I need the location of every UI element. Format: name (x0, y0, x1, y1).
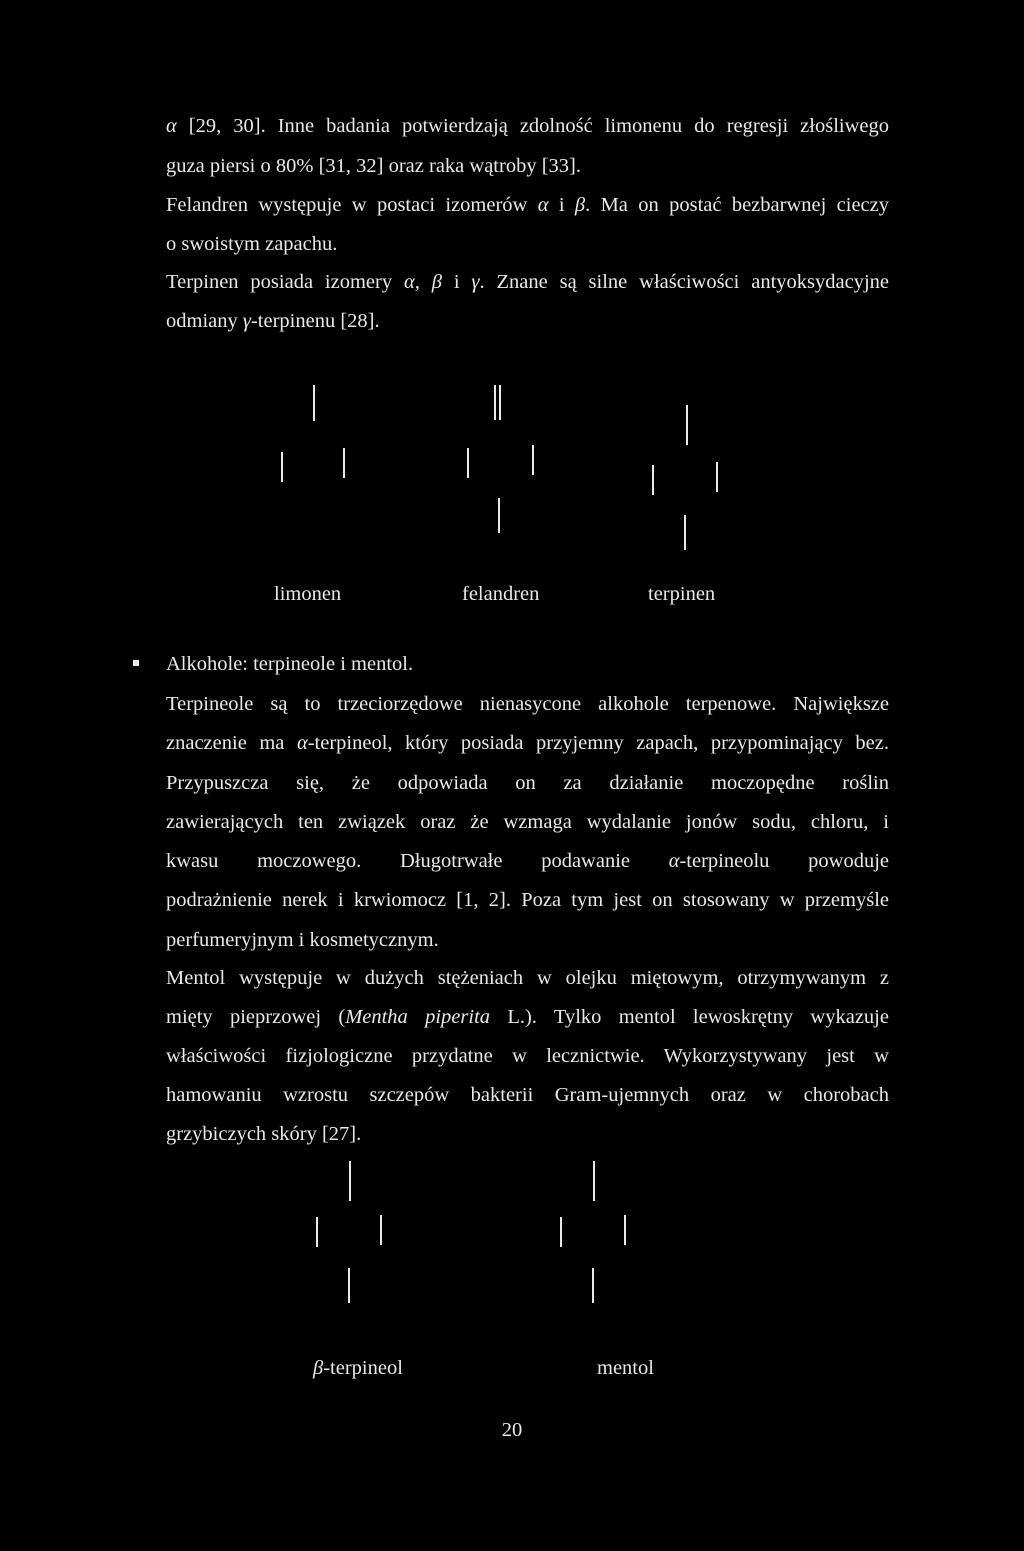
text-segment: . Ma on postać bezbarwnej cieczy (585, 194, 889, 216)
text-line (166, 1120, 889, 1148)
text-segment: perfumeryjnym i kosmetycznym. (166, 929, 439, 951)
text-segment: . Znane są silne właściwości antyoksydacyjne (479, 271, 889, 293)
structure-label-limonen: limonen (274, 583, 342, 605)
structure-label-felandren: felandren (462, 583, 540, 605)
bullet-marker (133, 660, 139, 666)
bond-line (467, 448, 469, 478)
text-segment: właściwości fizjologiczne przydatne w lecznictwie. Wykorzystywany jest w (166, 1045, 889, 1067)
text-line (166, 769, 889, 797)
bond-line (716, 462, 718, 492)
text-segment: Terpinen posiada izomery (166, 271, 404, 293)
latin-name: Mentha piperita (345, 1006, 491, 1028)
greek-symbol: β (574, 194, 586, 216)
bullet-item: Alkohole: terpineole i mentol. (166, 653, 414, 675)
text-line (166, 729, 889, 757)
bond-line (592, 1268, 594, 1303)
text-line (166, 964, 889, 992)
structure-label-mentol: mentol (597, 1357, 654, 1379)
bond-line (349, 1161, 351, 1201)
text-segment: kwasu moczowego. Długotrwałe podawanie (166, 850, 669, 872)
text-segment: guza piersi o 80% [31, 32] oraz raka wątroby [33]. (166, 155, 581, 177)
text-line (166, 307, 889, 335)
bond-line (686, 405, 688, 445)
text-segment: [29, 30]. Inne badania potwierdzają zdolność limonenu do regresji złośliwego (176, 115, 889, 137)
text-segment: -terpinenu [28]. (250, 310, 380, 332)
text-line (166, 886, 889, 914)
bond-line (313, 385, 315, 421)
text-segment: Mentol występuje w dużych stężeniach w olejku miętowym, otrzymywanym z (166, 967, 889, 989)
text-segment: grzybiczych skóry [27]. (166, 1123, 362, 1145)
text-segment: hamowaniu wzrostu szczepów bakterii Gram-ujemnych oraz w chorobach (166, 1084, 889, 1106)
text-segment: i (441, 271, 472, 293)
greek-symbol: α (296, 732, 308, 754)
text-segment: podrażnienie nerek i krwiomocz [1, 2]. Poza tym jest on stosowany w przemyśle (166, 889, 889, 911)
text-line (166, 191, 889, 219)
greek-symbol: γ (471, 271, 480, 293)
text-segment: zawierających ten związek oraz że wzmaga wydalanie jonów sodu, chloru, i (166, 811, 889, 833)
text-segment: L.). Tylko mentol lewoskrętny wykazuje (490, 1006, 889, 1028)
greek-symbol: γ (242, 310, 251, 332)
bond-line (281, 452, 283, 482)
text-line (166, 230, 889, 258)
greek-symbol: α (166, 115, 177, 137)
bond-line (498, 498, 500, 533)
bond-line (560, 1217, 562, 1247)
bond-line (343, 448, 345, 478)
bond-line (499, 385, 501, 420)
bond-line (624, 1215, 626, 1245)
text-segment: -terpineolu powoduje (679, 850, 889, 872)
text-line (166, 690, 889, 718)
structure-label-terpinen: terpinen (648, 583, 716, 605)
text-segment: -terpineol, który posiada przyjemny zapach, przypominający bez. (307, 732, 889, 754)
bond-line (316, 1217, 318, 1247)
bond-line (348, 1268, 350, 1303)
text-line (166, 152, 889, 180)
label-text: -terpineol (323, 1357, 403, 1379)
bond-line (380, 1215, 382, 1245)
structure-label-beta-terpineol (313, 1354, 403, 1382)
text-line (166, 926, 889, 954)
text-line (166, 268, 889, 296)
text-segment: Felandren występuje w postaci izomerów (166, 194, 538, 216)
text-line (166, 1042, 889, 1070)
text-line (166, 112, 889, 140)
text-segment: Przypuszcza się, że odpowiada on za działanie moczopędne roślin (166, 772, 889, 794)
text-segment: i (548, 194, 575, 216)
text-line (166, 1003, 889, 1031)
greek-symbol: α (668, 850, 680, 872)
bond-line (494, 385, 496, 420)
text-line (166, 847, 889, 875)
bond-line (532, 445, 534, 475)
bond-line (652, 465, 654, 495)
bond-line (684, 515, 686, 550)
text-segment: mięty pieprzowej ( (166, 1006, 346, 1028)
text-segment: znaczenie ma (166, 732, 297, 754)
greek-symbol: α (537, 194, 549, 216)
text-segment: o swoistym zapachu. (166, 233, 338, 255)
text-line (166, 1081, 889, 1109)
greek-symbol: α, β (403, 271, 442, 293)
bond-line (593, 1161, 595, 1201)
text-segment: odmiany (166, 310, 243, 332)
greek-symbol: β (313, 1357, 324, 1379)
text-line (166, 808, 889, 836)
text-segment: Terpineole są to trzeciorzędowe nienasycone alkohole terpenowe. Największe (166, 693, 889, 715)
page-number: 20 (501, 1419, 523, 1441)
